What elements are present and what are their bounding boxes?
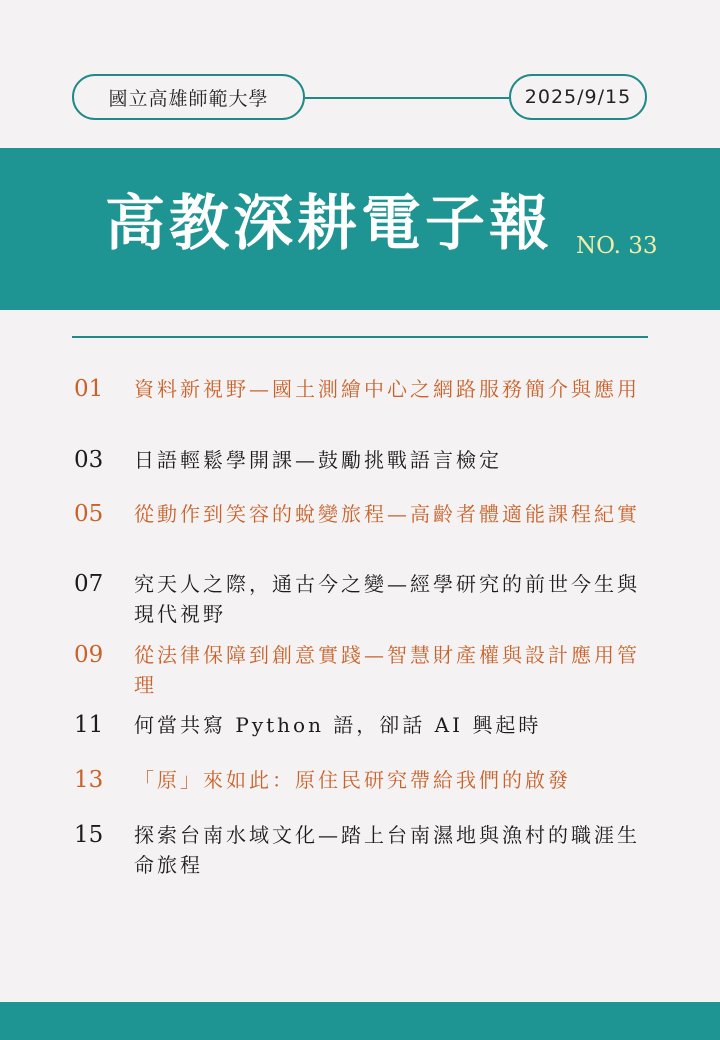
toc-title: 探索台南水域文化—踏上台南濕地與漁村的職涯生命旅程	[134, 823, 640, 877]
toc-page-number: 13	[74, 767, 104, 793]
date-badge	[509, 74, 647, 120]
toc-title: 資料新視野—國土測繪中心之網路服務簡介與應用	[134, 377, 640, 401]
toc-page-number: 03	[74, 447, 104, 473]
toc-title: 究天人之際，通古今之變—經學研究的前世今生與現代視野	[134, 572, 640, 626]
toc-title: 日語輕鬆學開課—鼓勵挑戰語言檢定	[134, 448, 502, 472]
issue-date: 2025/9/15	[524, 86, 632, 108]
header-connector-line	[305, 97, 509, 99]
toc-page-number: 05	[74, 501, 104, 527]
newsletter-title: 高教深耕電子報	[105, 189, 553, 259]
university-badge	[72, 74, 305, 120]
toc-page-number: 11	[74, 712, 104, 738]
footer-bar	[0, 1002, 720, 1040]
toc-page-number: 07	[74, 571, 104, 597]
toc-title: 從動作到笑容的蛻變旅程—高齡者體適能課程紀實	[134, 502, 640, 526]
toc-title: 何當共寫 Python 語，卻話 AI 興起時	[134, 713, 542, 737]
toc-title: 從法律保障到創意實踐—智慧財產權與設計應用管理	[134, 643, 640, 697]
toc-divider	[72, 336, 648, 338]
toc-page-number: 15	[74, 822, 104, 848]
university-name: 國立高雄師範大學	[108, 87, 269, 110]
toc-page-number: 01	[74, 376, 104, 402]
issue-number: NO. 33	[576, 233, 658, 259]
toc-page-number: 09	[74, 642, 104, 668]
toc-title: 「原」來如此：原住民研究帶給我們的啟發	[134, 768, 571, 792]
